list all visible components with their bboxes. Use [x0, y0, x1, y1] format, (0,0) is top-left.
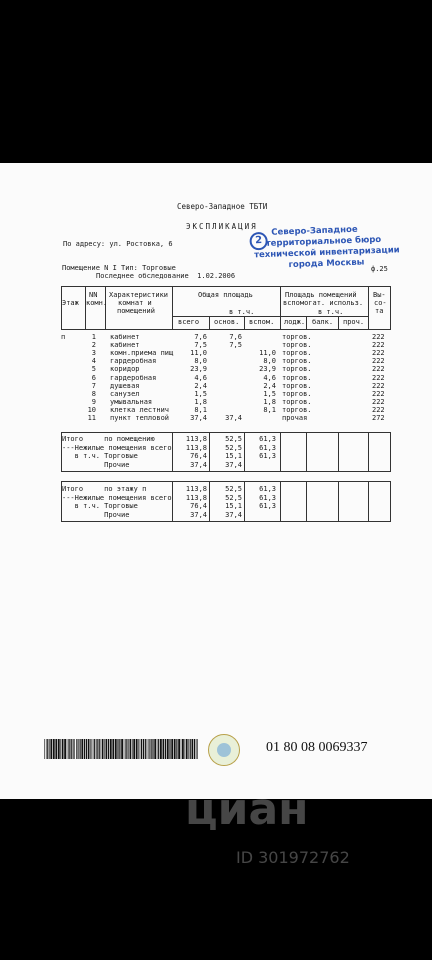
barcode-bar — [128, 739, 129, 759]
barcode-bar — [104, 739, 105, 759]
barcode-bar — [112, 739, 114, 759]
barcode-bar — [165, 739, 166, 759]
barcode-bar — [119, 739, 120, 759]
row-aux-area: 1,8 — [263, 397, 276, 406]
barcode-bar — [157, 739, 158, 759]
col-total-area: Общая площадь — [198, 291, 253, 299]
totals-total: 113,8 — [185, 485, 207, 493]
barcode-bar — [117, 739, 118, 759]
totals-total: 37,4 — [190, 510, 207, 519]
barcode-bar — [176, 739, 177, 759]
barcode-bar — [171, 739, 173, 759]
barcode-bar — [160, 739, 162, 759]
row-main-area: 37,4 — [225, 414, 242, 422]
barcode-bar — [136, 739, 138, 759]
totals-total: 37,4 — [190, 460, 207, 469]
row-total-area: 37,4 — [190, 414, 207, 422]
col-nn: NN — [89, 291, 98, 299]
row-number: 5 — [91, 365, 96, 374]
row-aux-area: 11,0 — [259, 349, 276, 358]
totals-label: Итого по помещению — [62, 435, 155, 443]
row-number: 2 — [91, 341, 96, 350]
stamp-line: технической инвентаризации — [253, 245, 400, 261]
barcode-bar — [46, 739, 47, 759]
barcode-bar — [151, 739, 152, 759]
col-vtch2: в т.ч. — [318, 308, 344, 316]
barcode-bar — [49, 739, 50, 759]
row-use: торгов. — [282, 333, 312, 341]
row-total-area: 7,6 — [194, 333, 207, 341]
row-total-area: 23,9 — [190, 365, 207, 374]
row-height: 222 — [372, 341, 385, 350]
barcode-bar — [92, 739, 93, 759]
row-room-name: комн.приема пищ — [110, 349, 174, 358]
row-total-area: 1,5 — [194, 389, 207, 398]
row-room-name: клетка лестнич — [110, 405, 170, 414]
row-floor: п — [61, 333, 66, 341]
row-use: торгов. — [282, 405, 312, 414]
barcode-bar — [140, 739, 141, 759]
row-room-name: гардеробная — [110, 373, 157, 382]
barcode-bar — [74, 739, 75, 759]
barcode-bar — [124, 739, 125, 759]
row-use: прочая — [282, 414, 308, 422]
address: По адресу: ул. Ростовка, 6 — [63, 240, 173, 248]
col-other: проч. — [343, 318, 365, 326]
row-number: 3 — [91, 349, 96, 358]
barcode-bar — [196, 739, 197, 759]
totals-total: 113,8 — [185, 493, 207, 502]
barcode-bar — [178, 739, 180, 759]
row-number: 10 — [87, 405, 96, 414]
barcode-bar — [44, 739, 45, 759]
row-aux-area: 1,5 — [263, 389, 276, 398]
barcode-bar — [145, 739, 146, 759]
barcode-bar — [115, 739, 117, 759]
barcode-bar — [190, 739, 191, 759]
row-height: 222 — [372, 349, 385, 358]
row-height: 272 — [372, 414, 385, 422]
barcode-bar — [174, 739, 176, 759]
totals-total: 76,4 — [190, 502, 207, 510]
row-total-area: 7,5 — [194, 341, 207, 350]
row-number: 7 — [91, 381, 96, 390]
barcode-bar — [185, 739, 186, 759]
totals-total: 76,4 — [190, 452, 207, 460]
stamp-line: города Москвы — [288, 257, 365, 271]
barcode-bar — [192, 739, 194, 759]
premises-type: Помещение N I Тип: Торговые — [62, 264, 176, 272]
col-vtch: в т.ч. — [229, 308, 255, 316]
totals-label: ---Нежилые помещения всего — [62, 493, 172, 502]
row-use: торгов. — [282, 389, 312, 398]
org-name: Северо-Западное ТБТИ — [177, 202, 268, 211]
col-aux-area2: вспомогат. использ. — [283, 299, 364, 307]
col-total: всего — [178, 318, 200, 326]
totals-main: 52,5 — [225, 443, 242, 452]
totals-total: 113,8 — [185, 435, 207, 443]
totals-label: ---Нежилые помещения всего — [62, 443, 172, 452]
totals-label: Итого по этажу п — [62, 485, 147, 493]
totals-label: Прочие — [62, 510, 130, 519]
totals-label: в т.ч. Торговые — [62, 502, 138, 510]
barcode-bar — [67, 739, 68, 759]
barcode-bar — [47, 739, 48, 759]
hologram-seal — [208, 734, 240, 766]
barcode-bar — [188, 739, 189, 759]
col-char3: помещений — [117, 307, 155, 315]
col-balc: балк. — [312, 318, 334, 326]
row-use: торгов. — [282, 373, 312, 382]
row-total-area: 2,4 — [194, 381, 207, 390]
barcode-bar — [55, 739, 57, 759]
totals-aux: 61,3 — [259, 452, 276, 460]
row-total-area: 1,8 — [194, 397, 207, 406]
barcode-bar — [102, 739, 104, 759]
col-aux-area: Площадь помещений — [285, 291, 357, 299]
barcode-bar — [186, 739, 188, 759]
row-aux-area: 4,6 — [263, 373, 276, 382]
barcode-bar — [90, 739, 91, 759]
barcode-bar — [99, 739, 100, 759]
barcode-bar — [86, 739, 87, 759]
row-aux-area: 2,4 — [263, 381, 276, 390]
row-use: торгов. — [282, 349, 312, 358]
row-main-area: 7,5 — [229, 341, 242, 350]
barcode-bar — [53, 739, 55, 759]
col-lodg: лодж. — [284, 318, 306, 326]
stamp-line: территориальное бюро — [265, 234, 382, 249]
barcode-bar — [130, 739, 132, 759]
row-height: 222 — [372, 381, 385, 390]
barcode-bar — [62, 739, 64, 759]
barcode-bar — [138, 739, 139, 759]
totals-main: 37,4 — [225, 510, 242, 519]
row-height: 222 — [372, 333, 385, 341]
barcode-bar — [93, 739, 94, 759]
barcode-bar — [125, 739, 126, 759]
row-number: 1 — [91, 333, 96, 341]
barcode-bar — [149, 739, 150, 759]
row-aux-area: 8,1 — [263, 405, 276, 414]
totals-main: 52,5 — [225, 493, 242, 502]
totals-main: 15,1 — [225, 502, 242, 510]
row-number: 9 — [91, 397, 96, 406]
barcode-bar — [152, 739, 153, 759]
last-survey: Последнее обследование 1.02.2006 — [96, 272, 236, 280]
col-height3: та — [375, 307, 384, 315]
row-height: 222 — [372, 405, 385, 414]
row-height: 222 — [372, 397, 385, 406]
totals-label: в т.ч. Торговые — [62, 452, 138, 460]
col-char2: комнат и — [118, 299, 152, 307]
barcode-bar — [108, 739, 109, 759]
row-room-name: гардеробная — [110, 357, 157, 366]
row-number: 4 — [91, 357, 96, 366]
col-char: Характеристики — [109, 291, 169, 299]
barcode-bar — [69, 739, 70, 759]
barcode-bar — [58, 739, 60, 759]
barcode-bar — [78, 739, 79, 759]
totals-label: Прочие — [62, 460, 130, 469]
row-use: торгов. — [282, 341, 312, 350]
barcode-bar — [158, 739, 159, 759]
document-number: 01 80 08 0069337 — [266, 740, 368, 755]
totals-aux: 61,3 — [259, 502, 276, 510]
barcode-bar — [197, 739, 198, 759]
row-aux-area: 23,9 — [259, 365, 276, 374]
barcode-bar — [84, 739, 85, 759]
barcode-bar — [73, 739, 74, 759]
totals-aux: 61,3 — [259, 493, 276, 502]
barcode-bar — [169, 739, 170, 759]
doc-title: ЭКСПЛИКАЦИЯ — [186, 222, 258, 231]
barcode-bar — [182, 739, 184, 759]
row-number: 8 — [91, 389, 96, 398]
col-height2: со- — [374, 299, 387, 307]
row-room-name: душевая — [110, 381, 140, 390]
row-total-area: 11,0 — [190, 349, 207, 358]
row-height: 222 — [372, 357, 385, 366]
row-room-name: коридор — [110, 365, 140, 374]
barcode-bar — [76, 739, 77, 759]
barcode-bar — [141, 739, 142, 759]
row-room-name: пункт тепловой — [110, 414, 170, 422]
barcode-bar — [88, 739, 90, 759]
totals-total: 113,8 — [185, 443, 207, 452]
col-floor: Этаж — [62, 299, 79, 307]
row-total-area: 4,6 — [194, 373, 207, 382]
stamp-line: Северо-Западное — [271, 224, 358, 238]
barcode-bar — [181, 739, 182, 759]
watermark-logo: циан — [185, 784, 309, 835]
watermark-id: ID 301972762 — [236, 848, 350, 867]
barcode-bar — [97, 739, 98, 759]
totals-main: 15,1 — [225, 452, 242, 460]
barcode-bar — [60, 739, 61, 759]
barcode — [44, 739, 198, 759]
barcode-bar — [154, 739, 156, 759]
row-use: торгов. — [282, 397, 312, 406]
barcode-bar — [64, 739, 66, 759]
row-room-name: кабинет — [110, 341, 140, 350]
barcode-bar — [80, 739, 81, 759]
barcode-bar — [126, 739, 127, 759]
sheet-number: ф.25 — [371, 265, 388, 273]
barcode-bar — [147, 739, 148, 759]
row-room-name: кабинет — [110, 333, 140, 341]
row-total-area: 8,1 — [194, 405, 207, 414]
barcode-bar — [133, 739, 135, 759]
totals-main: 52,5 — [225, 485, 242, 493]
barcode-bar — [81, 739, 83, 759]
barcode-bar — [194, 739, 195, 759]
totals-aux: 61,3 — [259, 443, 276, 452]
col-aux: вспом. — [249, 318, 275, 326]
row-use: торгов. — [282, 381, 312, 390]
totals-aux: 61,3 — [259, 435, 276, 443]
totals-main: 37,4 — [225, 460, 242, 469]
barcode-bar — [50, 739, 52, 759]
barcode-bar — [110, 739, 112, 759]
barcode-bar — [163, 739, 165, 759]
totals-aux: 61,3 — [259, 485, 276, 493]
col-main: основ. — [214, 318, 240, 326]
row-total-area: 8,0 — [194, 357, 207, 366]
row-aux-area: 8,0 — [263, 357, 276, 366]
row-number: 6 — [91, 373, 96, 382]
row-room-name: умывальная — [110, 397, 153, 406]
row-use: торгов. — [282, 365, 312, 374]
barcode-bar — [121, 739, 123, 759]
bti-stamp — [247, 223, 400, 276]
row-room-name: санузел — [110, 389, 140, 398]
row-height: 222 — [372, 389, 385, 398]
row-number: 11 — [87, 414, 96, 422]
row-height: 222 — [372, 365, 385, 374]
barcode-bar — [143, 739, 144, 759]
barcode-bar — [96, 739, 97, 759]
barcode-bar — [94, 739, 95, 759]
barcode-bar — [71, 739, 72, 759]
row-height: 222 — [372, 373, 385, 382]
totals-main: 52,5 — [225, 435, 242, 443]
barcode-bar — [132, 739, 133, 759]
barcode-bar — [68, 739, 69, 759]
barcode-bar — [148, 739, 149, 759]
barcode-bar — [167, 739, 169, 759]
col-nn2: комн. — [86, 299, 108, 307]
row-main-area: 7,6 — [229, 333, 242, 341]
stamp-number: 2 — [249, 232, 268, 251]
col-height: Вы- — [373, 291, 386, 299]
row-use: торгов. — [282, 357, 312, 366]
barcode-bar — [106, 739, 108, 759]
